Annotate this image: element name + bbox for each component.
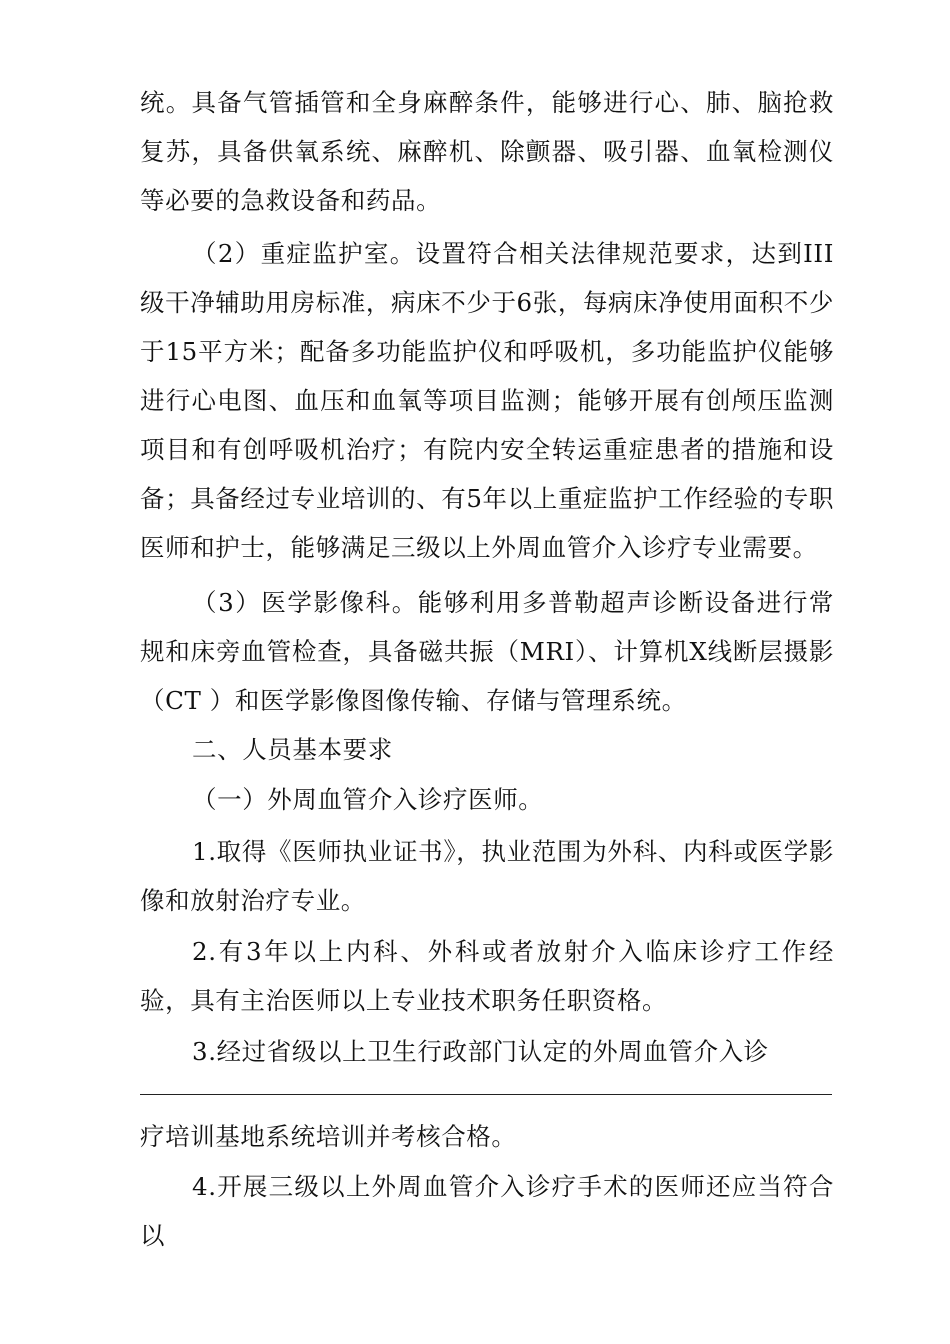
list-item-1: 1.取得《医师执业证书》，执业范围为外科、内科或医学影像和放射治疗专业。 [140,837,834,915]
paragraph-imaging: （3）医学影像科。能够利用多普勒超声诊断设备进行常规和床旁血管检查，具备磁共振（MRI）、计算机X线断层摄影（CT ）和医学影像图像传输、存储与管理系统。 [140,588,834,715]
paragraph-icu: （2）重症监护室。设置符合相关法律规范要求，达到III级干净辅助用房标准，病床不少于6张，每病床净使用面积不少于15平方米；配备多功能监护仪和呼吸机，多功能监护仪能够进行心电图、血压和血氧等项目监测；能够开展有创颅压监测项目和有创呼吸机治疗；有院内安全转运重症患者的措施和设备；具备经过专业培训的、有5年以上重症监护工作经验的专职医师和护士，能够满足三级以上外周血管介入诊疗专业需要。 [140,239,834,562]
list-item-4: 4.开展三级以上外周血管介入诊疗手术的医师还应当符合以 [140,1172,834,1250]
paragraph-emergency-equipment: 统。具备气管插管和全身麻醉条件，能够进行心、肺、脑抢救复苏，具备供氧系统、麻醉机、除颤器、吸引器、血氧检测仪等必要的急救设备和药品。 [140,88,834,215]
list-item-3: 3.经过省级以上卫生行政部门认定的外周血管介入诊 [192,1037,769,1066]
list-item-3-continued: 疗培训基地系统培训并考核合格。 [140,1122,517,1151]
list-item-2: 2.有3年以上内科、外科或者放射介入临床诊疗工作经验，具有主治医师以上专业技术职务任职资格。 [140,937,834,1015]
page-divider [140,1094,832,1095]
subsection-heading-physicians: （一）外周血管介入诊疗医师。 [192,785,544,814]
section-heading-personnel: 二、人员基本要求 [192,735,393,764]
